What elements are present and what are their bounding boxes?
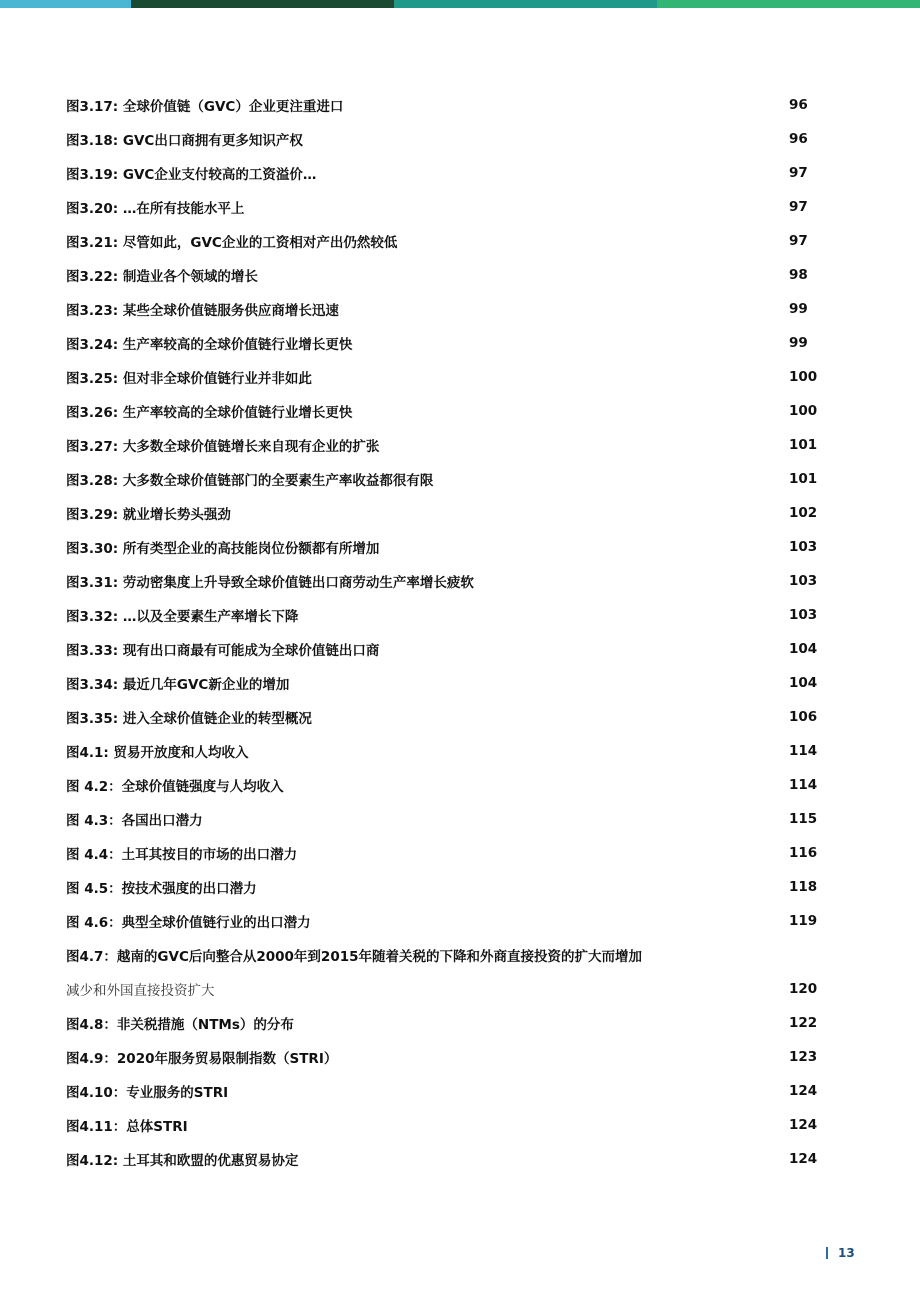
color-bar-segment — [657, 0, 920, 8]
toc-entry-title: 图4.11：总体STRI — [66, 1119, 188, 1135]
toc-entry[interactable] — [66, 836, 826, 870]
toc-entry[interactable] — [66, 156, 826, 190]
top-color-bar — [0, 0, 920, 8]
toc-entry-title: 图4.7：越南的GVC后向整合从2000年到2015年随着关税的下降和外商直接投资的扩大而增加 — [66, 949, 642, 965]
toc-entry[interactable] — [66, 632, 826, 666]
toc-entry[interactable] — [66, 360, 826, 394]
toc-entry-title: 图4.12: 土耳其和欧盟的优惠贸易协定 — [66, 1153, 299, 1169]
page-footer — [826, 1244, 855, 1262]
toc-entry-title: 图3.21: 尽管如此，GVC企业的工资相对产出仍然较低 — [66, 235, 398, 251]
color-bar-segment — [394, 0, 657, 8]
toc-entry[interactable] — [66, 802, 826, 836]
toc-entry[interactable] — [66, 428, 826, 462]
toc-entry[interactable] — [66, 1108, 826, 1142]
toc-entry-title: 图 4.6：典型全球价值链行业的出口潜力 — [66, 915, 311, 931]
toc-entry-page: 96 — [789, 131, 808, 147]
toc-entry[interactable] — [66, 1006, 826, 1040]
toc-entry-page: 106 — [789, 709, 818, 725]
toc-entry-page: 98 — [789, 267, 808, 283]
toc-entry[interactable] — [66, 122, 826, 156]
toc-entry[interactable] — [66, 462, 826, 496]
toc-entry-title: 图 4.3：各国出口潜力 — [66, 813, 203, 829]
toc-entry[interactable] — [66, 1142, 826, 1176]
toc-entry-title: 图4.10：专业服务的STRI — [66, 1085, 229, 1101]
toc-entry[interactable] — [66, 598, 826, 632]
toc-entry-title: 图3.29: 就业增长势头强劲 — [66, 507, 231, 523]
toc-entry-title: 图3.25: 但对非全球价值链行业并非如此 — [66, 371, 312, 387]
toc-entry-page: 123 — [789, 1049, 818, 1065]
toc-entry-title: 图 4.2：全球价值链强度与人均收入 — [66, 779, 284, 795]
toc-entry-page: 103 — [789, 573, 818, 589]
toc-entry-title: 图3.31: 劳动密集度上升导致全球价值链出口商劳动生产率增长疲软 — [66, 575, 474, 591]
toc-entry[interactable] — [66, 1040, 826, 1074]
toc-entry-title: 图4.8：非关税措施（NTMs）的分布 — [66, 1017, 294, 1033]
toc-entry[interactable] — [66, 904, 826, 938]
toc-entry-page: 118 — [789, 879, 818, 895]
toc-entry-title: 图3.27: 大多数全球价值链增长来自现有企业的扩张 — [66, 439, 380, 455]
toc-entry-page: 97 — [789, 199, 808, 215]
toc-entry-page: 103 — [789, 607, 818, 623]
toc-entry-page: 116 — [789, 845, 818, 861]
toc-entry[interactable] — [66, 88, 826, 122]
toc-entry-title: 图3.24: 生产率较高的全球价值链行业增长更快 — [66, 337, 353, 353]
toc-entry-title: 图3.35: 进入全球价值链企业的转型概况 — [66, 711, 312, 727]
toc-entry-page: 120 — [789, 981, 818, 997]
toc-entry-title: 图3.18: GVC出口商拥有更多知识产权 — [66, 133, 303, 149]
toc-entry-page: 124 — [789, 1117, 818, 1133]
toc-entry-page: 124 — [789, 1083, 818, 1099]
toc-entry[interactable] — [66, 734, 826, 768]
toc-entry-title: 减少和外国直接投资扩大 — [66, 983, 215, 999]
toc-entry[interactable] — [66, 700, 826, 734]
toc-entry-page: 97 — [789, 233, 808, 249]
toc-entry-title: 图3.20: …在所有技能水平上 — [66, 201, 245, 217]
toc-entry-title: 图 4.4：土耳其按目的市场的出口潜力 — [66, 847, 298, 863]
toc-entry[interactable] — [66, 1074, 826, 1108]
toc-entry[interactable] — [66, 870, 826, 904]
toc-entry[interactable] — [66, 394, 826, 428]
toc-entry-title: 图3.33: 现有出口商最有可能成为全球价值链出口商 — [66, 643, 380, 659]
toc-entry-page: 104 — [789, 675, 818, 691]
footer-divider — [826, 1247, 828, 1259]
page-number: 13 — [838, 1246, 855, 1260]
color-bar-segment — [0, 0, 131, 8]
toc-entry-title: 图 4.5：按技术强度的出口潜力 — [66, 881, 257, 897]
toc-entry[interactable] — [66, 666, 826, 700]
toc-entry-page: 119 — [789, 913, 818, 929]
toc-entry-title: 图4.1: 贸易开放度和人均收入 — [66, 745, 249, 761]
toc-entry[interactable] — [66, 768, 826, 802]
toc-entry-page: 115 — [789, 811, 818, 827]
toc-entry-title: 图4.9：2020年服务贸易限制指数（STRI） — [66, 1051, 338, 1067]
toc-entry[interactable] — [66, 564, 826, 598]
toc-entry-page: 101 — [789, 471, 818, 487]
toc-entry-page: 101 — [789, 437, 818, 453]
toc-entry[interactable] — [66, 530, 826, 564]
toc-entry-page: 103 — [789, 539, 818, 555]
toc-entry-title: 图3.32: …以及全要素生产率增长下降 — [66, 609, 299, 625]
toc-entry[interactable] — [66, 258, 826, 292]
toc-entry-title: 图3.22: 制造业各个领域的增长 — [66, 269, 258, 285]
toc-entry[interactable] — [66, 496, 826, 530]
toc-entry-title: 图3.26: 生产率较高的全球价值链行业增长更快 — [66, 405, 353, 421]
toc-entry-page: 99 — [789, 301, 808, 317]
toc-entry[interactable] — [66, 326, 826, 360]
toc-entry-page: 102 — [789, 505, 818, 521]
toc-entry[interactable] — [66, 972, 826, 1006]
toc-entry[interactable] — [66, 938, 826, 972]
toc-entry[interactable] — [66, 224, 826, 258]
toc-entry-title: 图3.34: 最近几年GVC新企业的增加 — [66, 677, 290, 693]
toc-entry-page: 100 — [789, 369, 818, 385]
toc-entry-page: 122 — [789, 1015, 818, 1031]
toc-entry-page: 99 — [789, 335, 808, 351]
toc-entry-page: 114 — [789, 743, 818, 759]
toc-entry-page: 124 — [789, 1151, 818, 1167]
toc-entry-page: 100 — [789, 403, 818, 419]
toc-entry-page: 104 — [789, 641, 818, 657]
toc-entry[interactable] — [66, 190, 826, 224]
toc-entry-page: 96 — [789, 97, 808, 113]
toc-entry-title: 图3.19: GVC企业支付较高的工资溢价… — [66, 167, 317, 183]
toc-entry-page: 97 — [789, 165, 808, 181]
toc-entry-title: 图3.28: 大多数全球价值链部门的全要素生产率收益都很有限 — [66, 473, 434, 489]
table-of-figures — [66, 88, 826, 1176]
toc-entry-title: 图3.17: 全球价值链（GVC）企业更注重进口 — [66, 99, 344, 115]
toc-entry-title: 图3.23: 某些全球价值链服务供应商增长迅速 — [66, 303, 339, 319]
toc-entry-title: 图3.30: 所有类型企业的高技能岗位份额都有所增加 — [66, 541, 380, 557]
toc-entry-page: 114 — [789, 777, 818, 793]
color-bar-segment — [131, 0, 394, 8]
toc-entry[interactable] — [66, 292, 826, 326]
